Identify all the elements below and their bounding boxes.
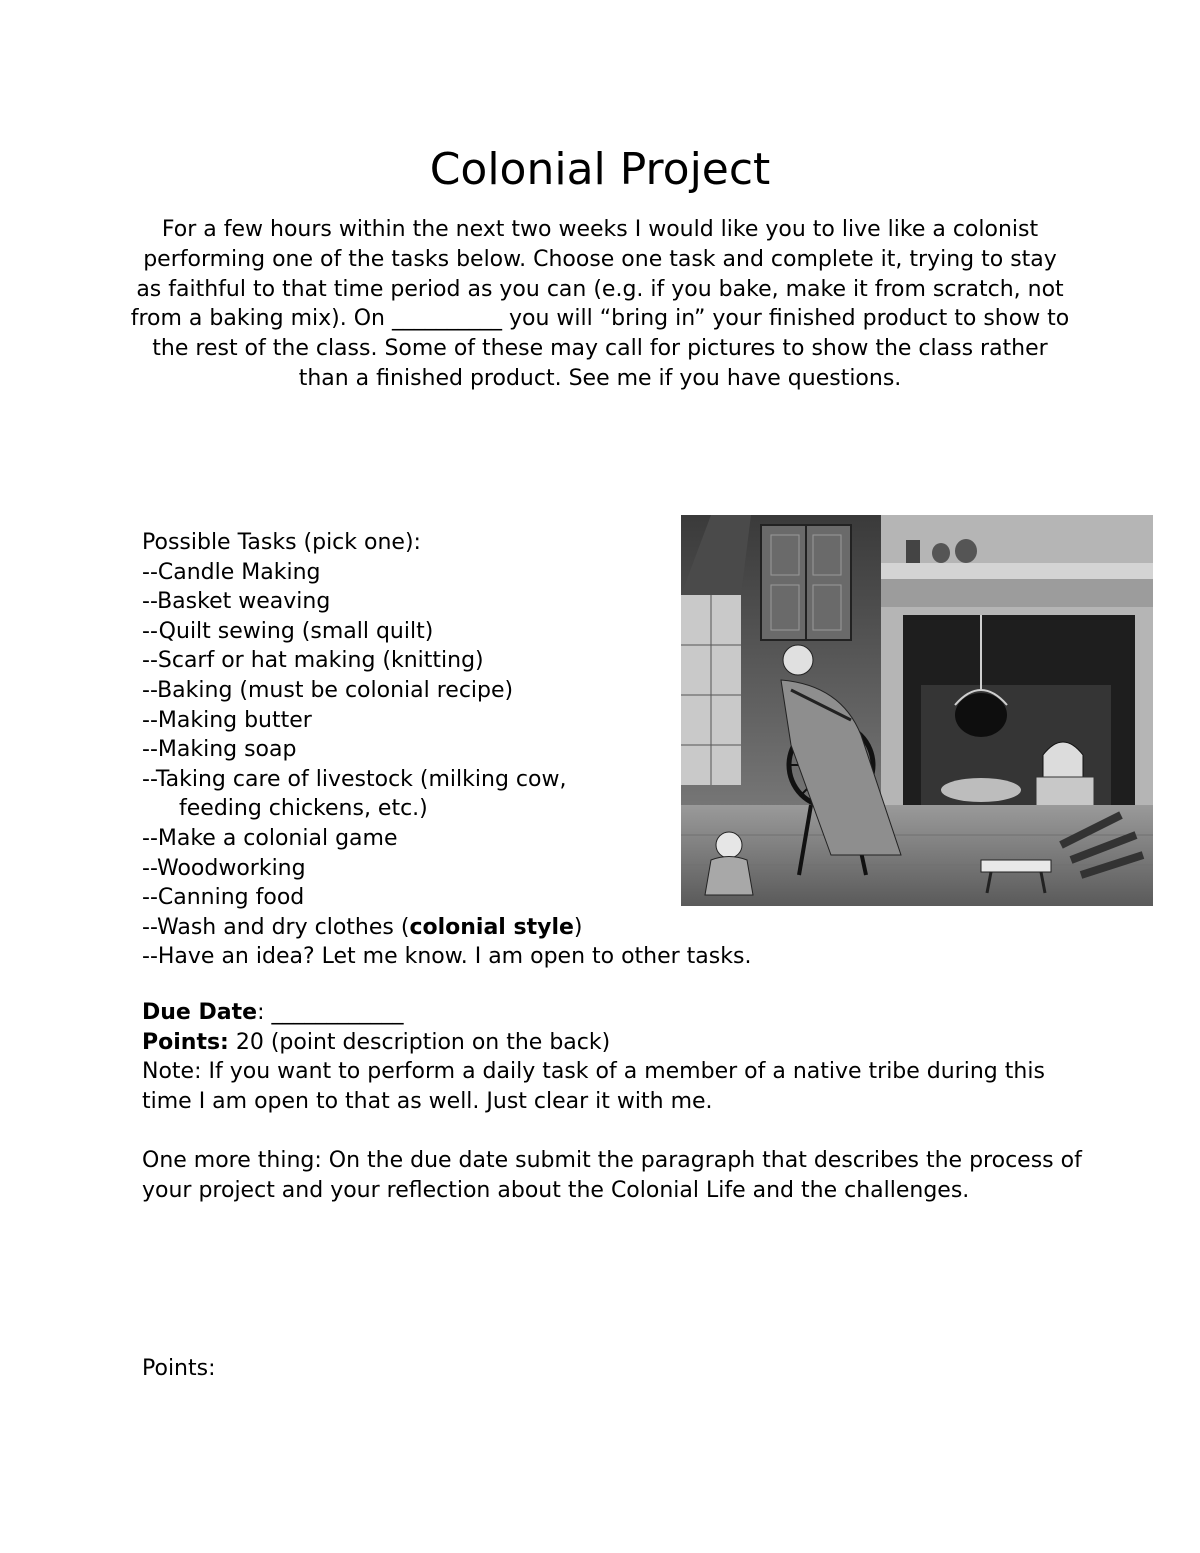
- task-item: --Woodworking: [142, 855, 306, 881]
- task-list-heading: Possible Tasks (pick one):: [142, 530, 421, 555]
- task-item: --Making soap: [142, 737, 297, 763]
- task-item: --Baking (must be colonial recipe): [142, 677, 514, 703]
- spacer: [142, 1116, 1082, 1146]
- intro-paragraph: For a few hours within the next two weeks I would like you to live like a colonist performing one of the tasks below. Choose one task and complete it, trying to stay as faithful to that time period as you can (e.g. if you bake, make it from scratch, not from a baking mix). On __________ you will “bring in” your finished product to show to the rest of the class. Some of these may call for pictures to show the class rather than a finished product. See me if you have questions.: [130, 217, 1070, 391]
- points-line: [142, 1028, 1082, 1058]
- wash-bold: colonial style: [409, 914, 574, 940]
- due-date-line: [142, 998, 1082, 1028]
- colonial-kitchen-drawing: [681, 515, 1153, 906]
- points-value: 20 (point description on the back): [228, 1029, 611, 1055]
- one-more-paragraph: One more thing: On the due date submit the paragraph that describes the process of your project and your reflection about the Colonial Life and the challenges.: [142, 1147, 1082, 1203]
- details-section: [142, 998, 1082, 1205]
- task-item: --Making butter: [142, 707, 312, 733]
- task-item: --Taking care of livestock (milking cow,: [142, 766, 567, 792]
- task-item: --Scarf or hat making (knitting): [142, 648, 484, 674]
- due-date-blank: : ____________: [257, 1000, 404, 1025]
- task-list: [142, 528, 752, 972]
- colonial-kitchen-illustration: [681, 515, 1153, 906]
- footer-points-label: Points:: [142, 1356, 216, 1381]
- wash-suffix: ): [573, 914, 583, 940]
- task-item-idea: --Have an idea? Let me know. I am open to other tasks.: [142, 944, 752, 970]
- task-item: --Make a colonial game: [142, 825, 398, 851]
- task-item-wash: [142, 913, 682, 943]
- wash-prefix: --Wash and dry clothes (: [142, 914, 410, 940]
- task-item: --Candle Making: [142, 559, 321, 585]
- task-item: --Canning food: [142, 885, 305, 911]
- points-label: Points:: [142, 1029, 229, 1055]
- task-item: --Quilt sewing (small quilt): [142, 618, 434, 644]
- note-paragraph: Note: If you want to perform a daily task of a member of a native tribe during this time I am open to that as well. Just clear it with me.: [142, 1059, 1045, 1114]
- page-title: Colonial Project: [429, 144, 771, 195]
- task-item-continuation: feeding chickens, etc.): [179, 796, 428, 822]
- task-item: --Basket weaving: [142, 589, 331, 615]
- due-date-label: Due Date: [142, 1000, 258, 1025]
